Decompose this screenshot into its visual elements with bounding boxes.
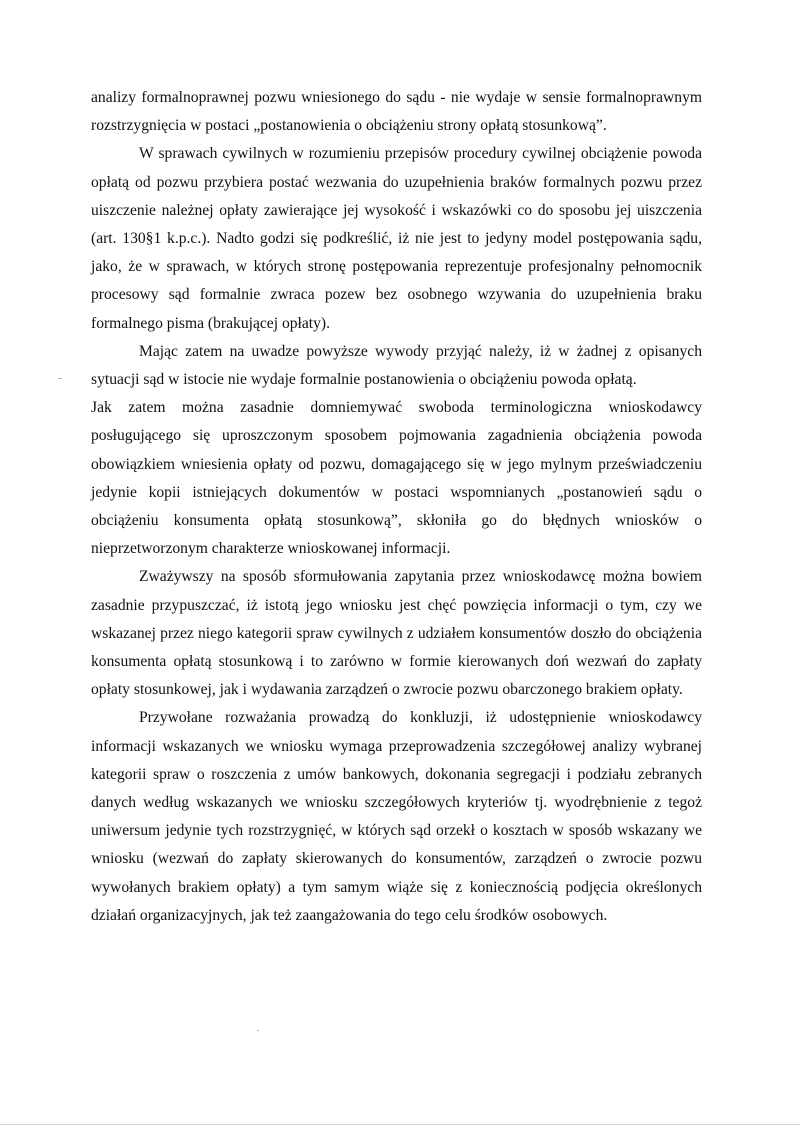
paragraph-4: Jak zatem można zasadnie domniemywać swoboda terminologiczna wnioskodawcy posługującego się uproszczonym sposobem pojmowania zagadnienia obciążenia powoda obowiązkiem wniesienia opłaty od pozwu, domagającego się w jego mylnym przeświadczeniu jedynie kopii istniejących dokumentów w postaci wspomnianych „postanowień sądu o obciążeniu konsumenta opłatą stosunkową”, skłoniła go do błędnych wniosków o nieprzetworzonym charakterze wnioskowanej informacji. <box>91 399 702 558</box>
paragraph-1: analizy formalnoprawnej pozwu wniesionego do sądu - nie wydaje w sensie formalnoprawnym rozstrzygnięcia w postaci „postanowienia o obciążeniu strony opłatą stosunkową”. <box>91 89 702 135</box>
paragraph-3: Mając zatem na uwadze powyższe wywody przyjąć należy, iż w żadnej z opisanych sytuacji sąd w istocie nie wydaje formalnie postanowienia o obciążeniu powoda opłatą. <box>91 342 702 389</box>
scan-artifact-center <box>257 1030 259 1031</box>
paragraph-5: Zważywszy na sposób sformułowania zapytania przez wnioskodawcę można bowiem zasadnie przypuszczać, iż istotą jego wniosku jest chęć powzięcia informacji o tym, czy we wskazanej przez niego kategorii spraw cywilnych z udziałem konsumentów doszło do obciążenia konsumenta opłatą stosunkową i to zarówno w formie kierowanych doń wezwań do zapłaty opłaty stosunkowej, jak i wydawania zarządzeń o zwrocie pozwu obarczonego brakiem opłaty. <box>91 568 702 699</box>
paragraph-6: Przywołane rozważania prowadzą do konkluzji, iż udostępnienie wnioskodawcy informacji wskazanych we wniosku wymaga przeprowadzenia szczegółowej analizy wybranej kategorii spraw o roszczenia z umów bankowych, dokonania segregacji i podziału zebranych danych według wskazanych we wniosku szczegółowych kryteriów tj. wyodrębnienie z tegoż uniwersum jedynie tych rozstrzygnięć, w których sąd orzekł o kosztach w sposób wskazany we wniosku (wezwań do zapłaty skierowanych do konsumentów, zarządzeń o zwrocie pozwu wywołanych brakiem opłaty) a tym samym wiąże się z koniecznością podjęcia określonych działań organizacyjnych, jak też zaangażowania do tego celu środków osobowych. <box>91 709 702 924</box>
scan-artifact-left <box>58 378 62 379</box>
document-page <box>91 84 702 930</box>
paragraph-2: W sprawach cywilnych w rozumieniu przepisów procedury cywilnej obciążenie powoda opłatą od pozwu przybiera postać wezwania do uzupełnienia braków formalnych pozwu przez uiszczenie należnej opłaty zawierające jej wysokość i wskazówki co do sposobu jej uiszczenia (art. 130§1 k.p.c.). Nadto godzi się podkreślić, iż nie jest to jedyny model postępowania sądu, jako, że w sprawach, w których stronę postępowania reprezentuje profesjonalny pełnomocnik procesowy sąd formalnie zwraca pozew bez osobnego wzywania do uzupełnienia braku formalnego pisma (brakującej opłaty). <box>91 145 702 332</box>
scan-artifact-bottom <box>0 1124 800 1125</box>
